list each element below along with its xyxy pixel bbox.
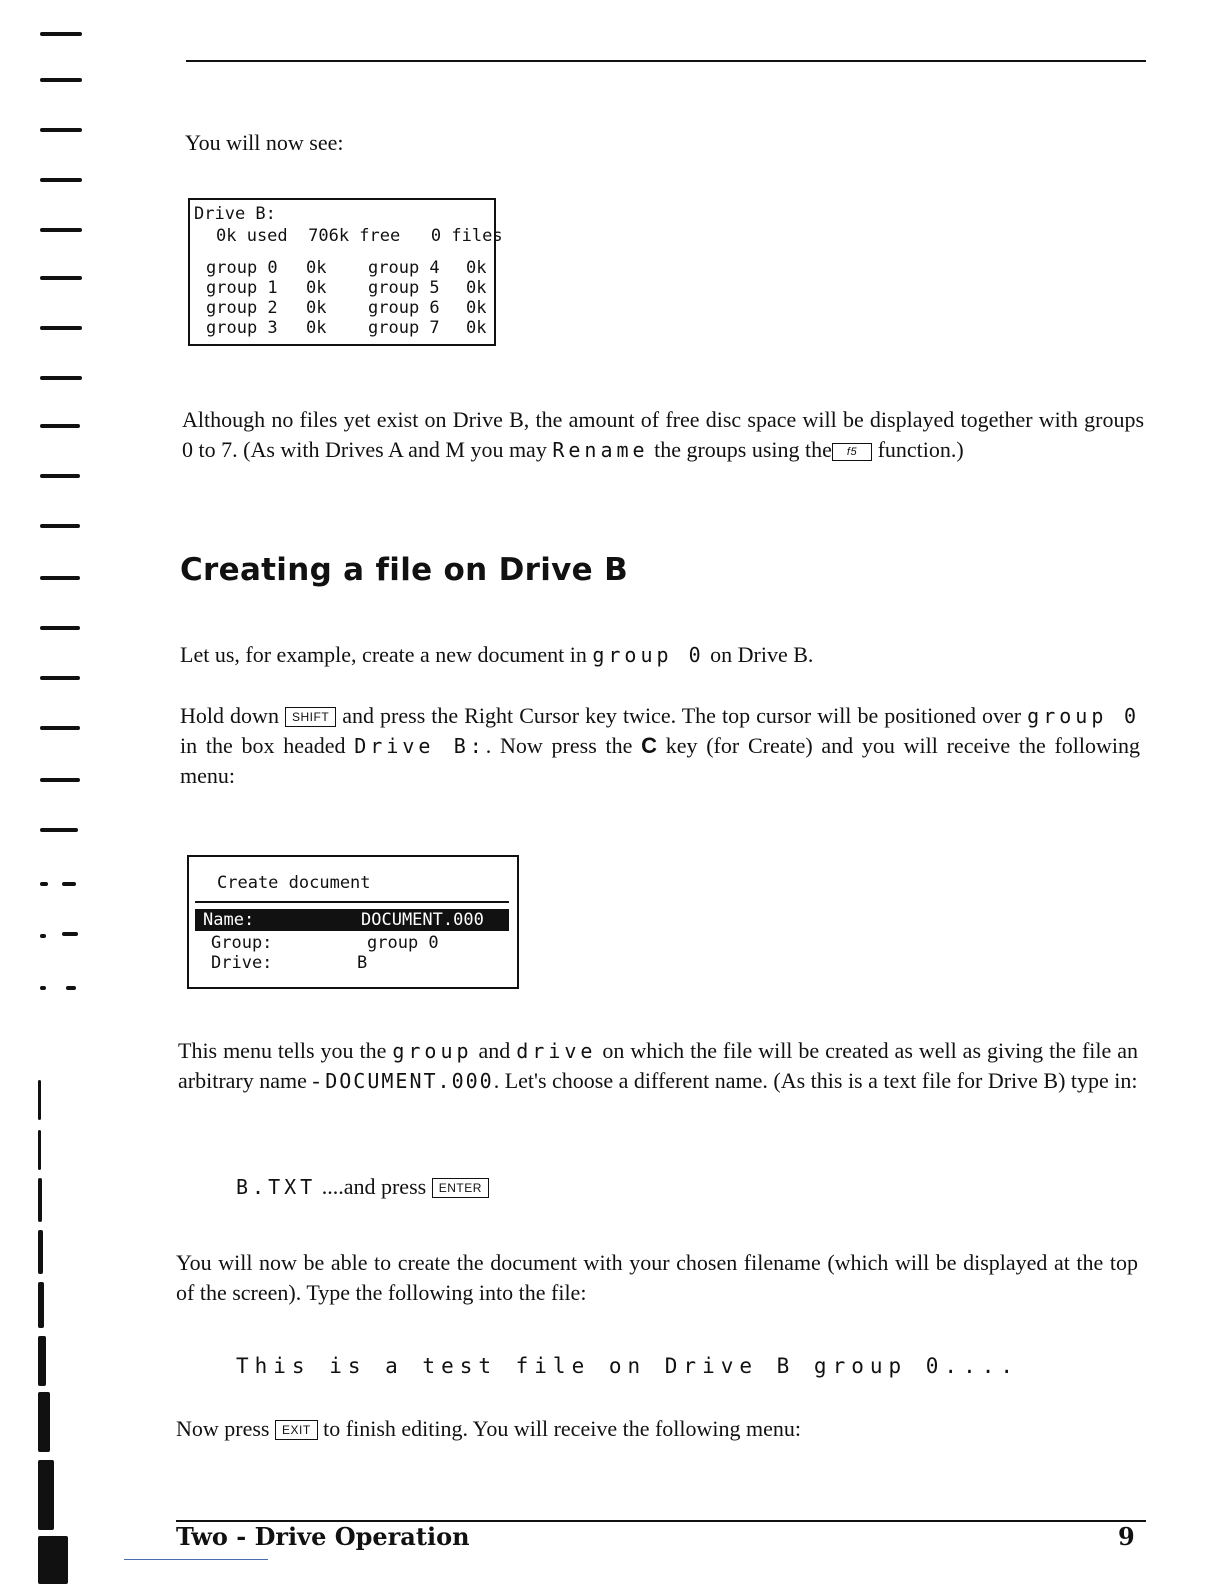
binding-mark [40,128,82,132]
footer-chapter: Two - Drive Operation [176,1522,470,1551]
group-name: group 0 [206,258,278,278]
binding-mark [40,934,46,938]
text: Although no files yet exist on Drive B, the amount of free disc space will be displayed together with groups 0 to 7. (As with Drives A and M you may [182,407,1144,462]
section-heading [180,552,628,588]
code-filename: B.TXT [236,1175,317,1199]
binding-mark [38,1230,43,1274]
binding-mark [40,524,80,528]
text: . Let's choose a different name. (As this is a text file for Drive B) type in: [493,1068,1138,1093]
heading-text: Creating a file on Drive B [180,552,629,588]
text: Now press [176,1416,275,1441]
binding-mark [40,424,80,428]
binding-mark [38,1460,54,1530]
drive-title: Drive B: [194,204,276,224]
binding-mark [62,882,76,886]
binding-mark [40,474,80,478]
create-title: Create document [217,873,371,893]
sample-text-line: This is a test file on Drive B group 0.... [236,1354,1020,1378]
paragraph-example [180,640,1144,670]
group-size: 0k [306,298,327,318]
code-document-name: DOCUMENT.000 [325,1069,494,1093]
group-size: 0k [466,318,487,338]
binding-mark [40,626,80,630]
text: and [472,1038,517,1063]
binding-mark [40,778,80,782]
drive-value: B [357,953,368,973]
group-size: 0k [466,258,487,278]
text: and press the Right Cursor key twice. The top cursor will be positioned over [336,703,1028,728]
group-name: group 6 [368,298,440,318]
code-group: group 0 [592,643,705,667]
text: Let us, for example, create a new document in [180,642,593,667]
binding-mark [40,676,80,680]
binding-mark [40,376,82,380]
group-name: group 7 [368,318,440,338]
binding-mark [40,726,80,730]
paragraph-free-space [182,405,1144,465]
paragraph-create-document: You will now be able to create the document with your chosen filename (which will be displayed at the top of the screen). Type the following into the file: [176,1250,1138,1305]
type-in-line [236,1172,489,1202]
group-name: group 3 [206,318,278,338]
name-row-highlight [195,909,509,931]
group-size: 0k [306,318,327,338]
binding-mark [40,78,82,82]
binding-mark [38,1282,44,1328]
text: on Drive B. [704,642,814,667]
create-title-box [195,863,509,903]
binding-mark [40,326,82,330]
name-value: DOCUMENT.000 [361,910,484,930]
binding-mark [40,32,82,36]
text: . Now press the [485,733,642,758]
text: This menu tells you the [178,1038,393,1063]
page-number: 9 [1118,1522,1135,1551]
binding-mark [40,178,82,182]
paragraph-menu-explained [178,1036,1138,1096]
binding-mark [40,828,78,832]
paragraph-exit [176,1414,1136,1444]
name-label: Name: [203,910,255,930]
text: ....and press [316,1174,432,1199]
exit-key: EXIT [275,1420,318,1440]
group-size: 0k [466,278,487,298]
binding-mark [38,1536,68,1584]
code-rename: Rename [552,438,649,462]
group-name: group 4 [368,258,440,278]
code-group: group 0 [1027,704,1140,728]
text: the groups using the [648,437,832,462]
binding-mark [38,1178,42,1222]
binding-mark [40,986,46,990]
drive-b-screen [188,198,503,346]
scan-binding-edge [0,0,95,1584]
binding-mark [38,1130,41,1170]
f5-key: f5 [832,443,872,461]
binding-mark [38,1336,46,1386]
code-drive: Drive B: [354,734,486,758]
code-group: group [392,1039,473,1063]
drive-summary: 0k used 706k free 0 files [216,226,503,246]
group-name: group 2 [206,298,278,318]
paragraph-hold-shift [180,701,1140,791]
intro-text: You will now see: [185,130,344,155]
binding-mark [38,1392,50,1452]
drive-label: Drive: [211,953,273,973]
binding-mark [40,882,48,886]
group-size: 0k [306,278,327,298]
text: in the box headed [180,733,355,758]
binding-mark [66,986,76,990]
binding-mark [40,576,80,580]
text: function.) [877,437,964,462]
header-rule [186,60,1146,62]
shift-key: SHIFT [285,707,336,727]
text: Hold down [180,703,285,728]
group-size: 0k [306,258,327,278]
create-document-screen [187,855,519,989]
group-name: group 5 [368,278,440,298]
scan-artifact-line [124,1559,268,1560]
c-key-text: C [641,733,657,758]
group-name: group 1 [206,278,278,298]
binding-mark [38,1080,41,1120]
binding-mark [40,228,82,232]
enter-key: ENTER [432,1178,489,1198]
text: key (for Create) and you will receive the following menu: [180,733,1140,788]
group-value: group 0 [367,933,439,953]
code-drive: drive [516,1039,597,1063]
text: on which the file will be created as well as giving the file an arbitrary name - [178,1038,1139,1093]
group-size: 0k [466,298,487,318]
binding-mark [62,932,78,936]
binding-mark [40,276,82,280]
group-label: Group: [211,933,273,953]
text: to finish editing. You will receive the following menu: [317,1416,802,1441]
